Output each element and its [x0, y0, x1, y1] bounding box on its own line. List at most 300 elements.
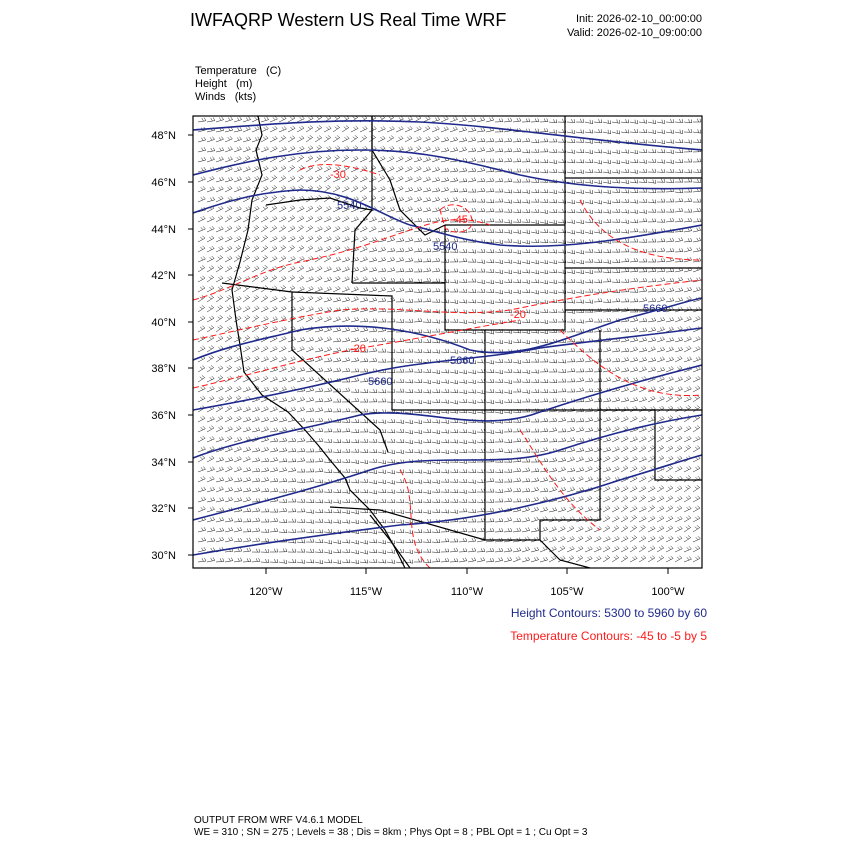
- wind-barb: [567, 170, 575, 174]
- wind-barb: [612, 526, 619, 532]
- wind-barb: [693, 119, 701, 122]
- wind-barb: [639, 199, 647, 202]
- wind-barb: [477, 300, 485, 304]
- wind-barb: [459, 198, 467, 202]
- wind-barb: [666, 268, 674, 272]
- wind-barb: [387, 207, 395, 212]
- wind-barb: [585, 129, 593, 133]
- wind-barb: [630, 525, 637, 532]
- wind-barb: [576, 526, 583, 532]
- wind-barb: [207, 517, 215, 522]
- wind-barb: [486, 188, 494, 192]
- wind-barb: [351, 296, 358, 302]
- wind-barb: [270, 518, 278, 522]
- wind-barb: [279, 346, 286, 352]
- wind-barb: [351, 439, 359, 443]
- wind-barb: [621, 299, 629, 302]
- wind-barb: [450, 178, 458, 182]
- wind-barb: [585, 466, 592, 472]
- wind-barb: [324, 388, 332, 392]
- wind-barb: [639, 149, 647, 153]
- wind-barb: [612, 446, 619, 452]
- wind-barb: [522, 468, 530, 472]
- wind-barb: [558, 438, 566, 442]
- wind-barb: [459, 499, 467, 503]
- wind-barb: [396, 539, 404, 543]
- wind-barb: [288, 529, 296, 533]
- wind-barb: [351, 389, 359, 393]
- wind-barb: [270, 509, 278, 512]
- wind-barb: [522, 189, 530, 193]
- wind-barb: [234, 487, 242, 492]
- wind-barb: [477, 259, 485, 263]
- wind-barb: [468, 370, 476, 374]
- wind-barb: [423, 288, 431, 292]
- wind-barb: [369, 490, 377, 494]
- wind-barb: [234, 366, 241, 372]
- wind-barb: [657, 496, 664, 502]
- wind-barb: [450, 469, 458, 473]
- wind-barb: [486, 489, 494, 492]
- wind-barb: [270, 457, 278, 462]
- wind-barb: [234, 497, 242, 502]
- wind-barb: [522, 138, 530, 142]
- wind-barb: [207, 326, 214, 332]
- wind-barb: [414, 136, 421, 142]
- wind-barb: [315, 276, 322, 282]
- wind-barb: [216, 186, 223, 192]
- wind-barb: [477, 359, 485, 363]
- wind-barb: [612, 229, 620, 232]
- wind-barb: [684, 476, 691, 482]
- wind-barb: [324, 529, 332, 533]
- wind-barb: [504, 399, 512, 403]
- wind-barb: [441, 389, 449, 393]
- wind-barb: [333, 358, 341, 362]
- wind-barb: [522, 118, 530, 122]
- wind-barb: [666, 199, 674, 202]
- wind-barb: [684, 405, 691, 412]
- wind-barb: [666, 317, 674, 322]
- wind-barb: [306, 559, 314, 563]
- wind-barb: [639, 337, 647, 342]
- wind-barb: [405, 420, 413, 424]
- wind-barb: [306, 246, 313, 252]
- wind-barb: [288, 448, 296, 452]
- wind-barb: [675, 337, 683, 342]
- wind-barb: [387, 470, 395, 474]
- wind-barb: [423, 490, 431, 494]
- wind-barb: [297, 377, 305, 382]
- wind-barb: [225, 336, 232, 342]
- wind-barb: [666, 546, 673, 552]
- wind-barb: [351, 287, 359, 292]
- wind-barb: [342, 317, 350, 322]
- wind-barb: [594, 536, 601, 542]
- wind-barb: [585, 358, 593, 362]
- wind-barb: [423, 218, 431, 222]
- wind-barb: [549, 369, 557, 372]
- wind-barb: [207, 118, 215, 122]
- wind-barb: [684, 525, 691, 532]
- wind-barb: [252, 346, 259, 352]
- wind-barb: [684, 119, 692, 123]
- wind-barb: [612, 516, 619, 522]
- wind-barb: [198, 266, 205, 272]
- wind-barb: [612, 130, 620, 134]
- wind-barb: [684, 426, 691, 432]
- wind-barb: [675, 556, 682, 562]
- wind-barb: [423, 177, 431, 182]
- wind-barb: [576, 119, 584, 122]
- wind-barb: [549, 290, 557, 294]
- wind-barb: [387, 349, 395, 353]
- wind-barb: [549, 160, 557, 164]
- wind-barb: [639, 536, 646, 542]
- wind-barb: [540, 320, 548, 324]
- wind-barb: [243, 306, 250, 312]
- wind-barb: [531, 209, 539, 213]
- wind-barb: [612, 496, 619, 502]
- wind-barb: [621, 526, 628, 532]
- wind-barb: [630, 258, 638, 262]
- wind-barb: [396, 439, 404, 443]
- model-config: WE = 310 ; SN = 275 ; Levels = 38 ; Dis = 8km ; Phys Opt = 8 ; PBL Opt = 1 ; Cu Opt = 3: [194, 827, 588, 838]
- wind-barb: [360, 409, 368, 412]
- wind-barb: [603, 269, 611, 273]
- wind-barb: [432, 117, 440, 122]
- wind-barb: [693, 376, 700, 382]
- wind-barb: [531, 497, 539, 502]
- wind-barb: [531, 468, 539, 472]
- wind-barb: [450, 450, 458, 454]
- wind-barb: [342, 267, 350, 272]
- wind-barb: [639, 446, 646, 452]
- wind-barb: [423, 197, 431, 202]
- wind-barb: [549, 199, 557, 203]
- wind-barb: [522, 379, 530, 383]
- wind-barb: [648, 526, 655, 532]
- wind-barb: [279, 166, 286, 172]
- wind-barb: [225, 386, 232, 392]
- wind-barb: [360, 257, 368, 262]
- wind-barb: [288, 559, 296, 563]
- wind-barb: [603, 447, 611, 452]
- wind-barb: [216, 386, 223, 392]
- wind-barb: [351, 135, 358, 142]
- wind-barb: [549, 280, 557, 284]
- wind-barb: [432, 268, 440, 272]
- wind-barb: [297, 155, 304, 162]
- wind-barb: [333, 348, 341, 352]
- wind-barb: [639, 218, 647, 222]
- wind-barb: [360, 460, 368, 464]
- wind-barb: [342, 337, 350, 342]
- wind-barb: [522, 300, 530, 304]
- wind-barb: [387, 298, 395, 302]
- wind-barb: [630, 437, 638, 442]
- wind-barb: [207, 467, 215, 472]
- wind-barb: [540, 447, 548, 452]
- wind-barb: [234, 147, 241, 152]
- wind-barb: [216, 295, 223, 302]
- wind-barb: [225, 177, 233, 182]
- wind-barb: [261, 306, 268, 312]
- wind-barb: [657, 506, 664, 512]
- wind-barb: [495, 299, 503, 303]
- wind-barb: [684, 129, 692, 132]
- wind-barb: [522, 260, 530, 264]
- wind-barb: [657, 199, 665, 202]
- wind-barb: [297, 418, 305, 422]
- wind-barb: [324, 408, 332, 412]
- wind-barb: [567, 477, 575, 482]
- wind-barb: [234, 246, 241, 252]
- wind-barb: [693, 386, 700, 392]
- wind-barb: [666, 466, 673, 472]
- wind-barb: [414, 258, 422, 262]
- wind-barb: [504, 439, 512, 443]
- wind-barb: [243, 558, 251, 562]
- wind-barb: [387, 166, 394, 172]
- wind-barb: [423, 439, 431, 443]
- wind-barb: [225, 457, 233, 462]
- wind-barb: [468, 189, 476, 192]
- wind-barb: [531, 439, 539, 442]
- wind-barb: [450, 439, 458, 443]
- wind-barb: [360, 479, 368, 483]
- wind-barb: [495, 189, 503, 192]
- wind-barb: [495, 489, 503, 493]
- wind-barb: [684, 516, 691, 522]
- wind-barb: [531, 429, 539, 432]
- wind-barb: [315, 136, 322, 142]
- wind-barb: [414, 218, 422, 222]
- wind-barb: [432, 177, 440, 182]
- wind-barb: [216, 255, 223, 262]
- wind-barb: [414, 509, 422, 513]
- temperature-label: -30: [330, 169, 346, 181]
- wind-barb: [315, 438, 323, 442]
- wind-barb: [549, 209, 557, 213]
- wind-barb: [477, 280, 485, 284]
- wind-barb: [657, 120, 665, 124]
- wind-barb: [279, 548, 287, 552]
- wind-barb: [333, 226, 340, 232]
- wind-barb: [207, 336, 214, 342]
- wind-barb: [369, 539, 377, 543]
- wind-barb: [315, 560, 323, 564]
- wind-barb: [432, 430, 440, 434]
- wind-barb: [540, 359, 548, 362]
- wind-barb: [666, 506, 673, 512]
- variable-name: Winds: [195, 91, 226, 103]
- wind-barb: [243, 528, 251, 532]
- wind-barb: [666, 536, 673, 542]
- wind-barb: [387, 499, 395, 503]
- wind-barb: [585, 270, 593, 274]
- wind-barb: [630, 347, 638, 352]
- wind-barb: [225, 527, 233, 532]
- wind-barb: [360, 559, 368, 563]
- wind-barb: [567, 220, 575, 224]
- wind-barb: [450, 349, 458, 353]
- wind-barb: [378, 126, 385, 132]
- wind-barb: [657, 406, 664, 412]
- wind-barb: [360, 186, 367, 192]
- wind-barb: [576, 329, 584, 332]
- wind-barb: [459, 147, 467, 152]
- wind-barb: [252, 295, 259, 302]
- wind-barb: [270, 126, 277, 132]
- wind-barb: [306, 135, 313, 142]
- wind-barb: [495, 359, 503, 363]
- wind-barb: [423, 136, 430, 142]
- wind-barb: [621, 169, 629, 173]
- wind-barb: [522, 158, 530, 162]
- wind-barb: [594, 526, 601, 532]
- wind-barb: [432, 440, 440, 444]
- wind-barb: [666, 516, 673, 522]
- wind-barb: [531, 359, 539, 362]
- wind-barb: [324, 337, 332, 342]
- wind-barb: [405, 147, 413, 152]
- wind-barb: [693, 536, 700, 542]
- wind-barb: [531, 230, 539, 234]
- wind-barb: [594, 269, 602, 272]
- wind-barb: [675, 406, 682, 412]
- wind-barb: [378, 480, 386, 484]
- wind-barb: [198, 497, 206, 502]
- wind-barb: [333, 449, 341, 453]
- wind-barb: [666, 278, 674, 282]
- wind-barb: [648, 357, 656, 362]
- wind-barb: [693, 179, 701, 182]
- wind-barb: [477, 167, 485, 172]
- wind-barb: [216, 117, 224, 122]
- wind-barb: [648, 367, 656, 372]
- wind-barb: [639, 209, 647, 213]
- wind-barb: [612, 279, 620, 283]
- wind-barb: [693, 525, 700, 532]
- wind-barb: [414, 529, 422, 533]
- wind-barb: [342, 459, 350, 463]
- wind-barb: [297, 216, 304, 222]
- wind-barb: [684, 485, 691, 492]
- wind-barb: [432, 370, 440, 374]
- wind-barb: [585, 526, 592, 532]
- wind-barb: [324, 449, 332, 452]
- wind-barb: [486, 430, 494, 434]
- wind-barb: [432, 469, 440, 473]
- wind-barb: [288, 216, 295, 222]
- wind-barb: [423, 329, 431, 333]
- wind-barb: [198, 216, 205, 222]
- wind-barb: [603, 249, 611, 253]
- wind-barb: [684, 316, 691, 322]
- wind-barb: [576, 239, 584, 243]
- wind-barb: [279, 438, 287, 442]
- wind-barb: [675, 486, 682, 492]
- wind-barb: [441, 499, 449, 503]
- wind-barb: [360, 439, 368, 442]
- wind-barb: [378, 217, 386, 222]
- wind-barb: [648, 396, 655, 402]
- wind-barb: [648, 179, 656, 183]
- wind-barb: [459, 489, 467, 493]
- wind-barb: [270, 559, 278, 563]
- wind-barb: [225, 406, 232, 412]
- wind-barb: [603, 299, 611, 303]
- wind-barb: [279, 356, 286, 362]
- wind-barb: [207, 226, 214, 232]
- wind-barb: [657, 209, 665, 212]
- wind-barb: [567, 427, 575, 432]
- wind-barb: [603, 516, 610, 522]
- wind-barb: [648, 505, 655, 512]
- wind-barb: [657, 426, 664, 432]
- wind-barb: [612, 348, 620, 352]
- wind-barb: [315, 529, 323, 533]
- wind-barb: [603, 417, 611, 422]
- wind-barb: [405, 359, 413, 363]
- wind-barb: [288, 519, 296, 522]
- wind-barb: [198, 467, 206, 472]
- wind-barb: [504, 148, 512, 152]
- wind-barb: [666, 337, 674, 342]
- wind-barb: [522, 429, 530, 432]
- wind-barb: [216, 315, 223, 322]
- chart-title: IWFAQRP Western US Real Time WRF: [190, 10, 507, 30]
- wind-barb: [603, 190, 611, 194]
- wind-barb: [513, 438, 521, 442]
- wind-barb: [261, 458, 269, 462]
- wind-barb: [693, 139, 701, 143]
- wind-barb: [396, 420, 404, 424]
- wind-barb: [351, 217, 359, 222]
- wind-barb: [648, 229, 656, 232]
- wind-barb: [459, 339, 467, 343]
- wind-barb: [441, 127, 449, 132]
- wind-barb: [684, 218, 692, 222]
- wind-barb: [225, 246, 232, 252]
- wind-barb: [279, 499, 287, 502]
- wind-barb: [261, 427, 269, 432]
- wind-barb: [495, 240, 503, 244]
- wind-barb: [252, 266, 259, 272]
- wind-barb: [603, 467, 611, 472]
- wind-barb: [396, 298, 404, 302]
- wind-barb: [450, 339, 458, 343]
- wind-barb: [387, 156, 394, 162]
- wind-barb: [261, 387, 269, 392]
- wind-barb: [216, 467, 224, 472]
- wind-barb: [450, 127, 458, 132]
- wind-barb: [693, 556, 700, 562]
- wind-barb: [297, 116, 304, 122]
- wind-barb: [630, 239, 638, 242]
- wind-barb: [432, 489, 440, 492]
- wind-barb: [351, 540, 359, 544]
- wind-barb: [486, 439, 494, 443]
- wind-barb: [666, 446, 673, 452]
- wind-barb: [477, 479, 485, 483]
- wind-barb: [504, 528, 512, 532]
- wind-barb: [342, 286, 349, 292]
- wind-barb: [621, 556, 628, 562]
- wind-barb: [459, 127, 467, 132]
- wind-barb: [387, 257, 395, 262]
